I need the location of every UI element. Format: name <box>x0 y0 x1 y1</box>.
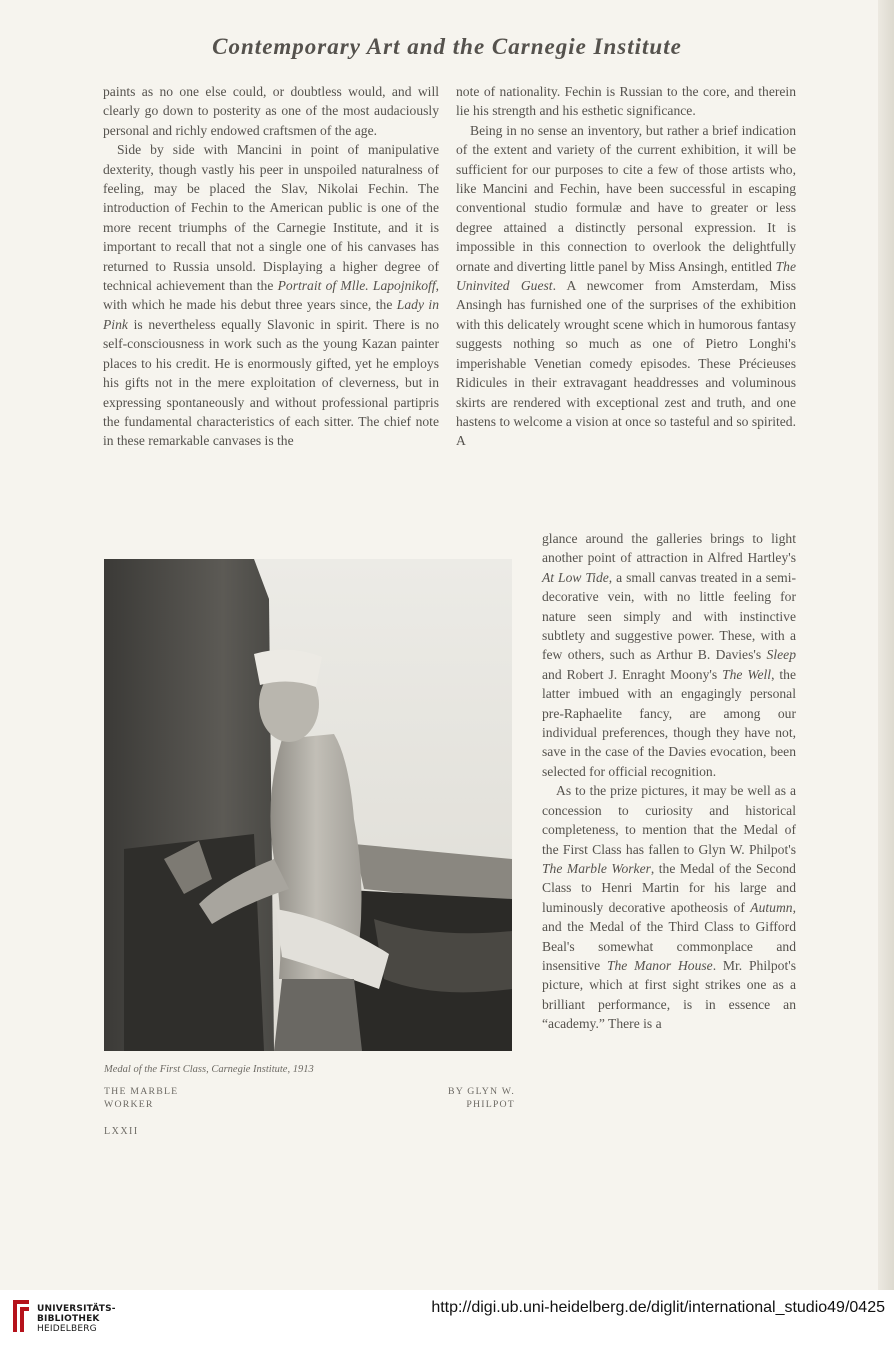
artwork-title: Portrait of Mlle. Lapojnikoff <box>277 278 436 294</box>
artwork-title: The Uninvited Guest <box>456 258 796 294</box>
plate-artist <box>420 1085 515 1111</box>
right-paragraph-2-continued <box>542 529 796 781</box>
library-logo-icon <box>9 1296 33 1336</box>
plate-caption-award: Medal of the First Class, Carnegie Institute, 1913 <box>104 1064 314 1075</box>
page-number: LXXII <box>104 1126 139 1137</box>
right-paragraph-2 <box>456 121 796 451</box>
logo-line: BIBLIOTHEK <box>37 1314 100 1324</box>
text-run: As to the prize pictures, it may be well as a concession to curiosity and historical completeness, to mention that the Medal of the First Class has fallen to Glyn W. Philpot's <box>542 783 796 857</box>
text-run: and Robert J. Enraght Moony's <box>542 666 723 682</box>
text-run: , a small canvas treated in a semi-decorative vein, with no little feeling for nature seen simply and with instinctive subtlety and suggestive power. These, with a few others, such as Arthur B. Davies's <box>542 569 796 663</box>
right-column-bottom <box>542 529 796 1034</box>
library-logo[interactable] <box>9 1296 129 1344</box>
plate-artist-line: BY GLYN W. <box>448 1086 515 1097</box>
artwork-title: Sleep <box>766 647 796 663</box>
library-logo-text <box>37 1304 116 1334</box>
paper-cap <box>254 650 322 687</box>
painting-illustration <box>104 559 512 1051</box>
text-run: . Mr. Philpot's picture, which at first sight strikes one as a brilliant performance, is in essence an “academy.” There is a <box>542 957 796 1032</box>
artwork-title: Autumn <box>750 899 793 915</box>
left-paragraph-1: paints as no one else could, or doubtless would, and will clearly go down to posterity as one of the most audaciously personal and richly endowed craftsmen of the age. <box>103 84 439 138</box>
artwork-title: The Well <box>722 666 772 682</box>
logo-mark-inner <box>20 1307 29 1332</box>
text-run: Side by side with Mancini in point of manipulative dexterity, though vastly his peer in unspoiled naturalness of feeling, may be placed the Slav, Nikolai Fechin. The introduction of Fechin to the American public is one of the more recent triumphs of the Carnegie Institute, and it is important to recall that not a single one of his canvases has returned to Russia unsold. Displaying a higher degree of technical achievement than the <box>103 142 439 294</box>
artwork-title: At Low Tide <box>542 569 609 585</box>
logo-line: HEIDELBERG <box>37 1324 97 1334</box>
painting-plate-marble-worker <box>104 559 512 1051</box>
running-head: Contemporary Art and the Carnegie Institute <box>212 34 682 59</box>
logo-line: UNIVERSITÄTS- <box>37 1304 116 1314</box>
right-paragraph-3 <box>542 781 796 1033</box>
plate-title-line: WORKER <box>104 1099 154 1110</box>
right-paragraph-1: note of nationality. Fechin is Russian to the core, and therein lie his strength and his esthetic significance. <box>456 84 796 119</box>
artwork-title: The Manor House <box>606 957 713 973</box>
text-run: , the Medal of the Second Class to Henri Martin for his large and luminously decorative apotheosis of <box>542 860 796 915</box>
plate-artist-line: PHILPOT <box>466 1099 515 1110</box>
text-run: , the latter imbued with an engagingly personal pre-Raphaelite fancy, are among our individual preferences, though they have not, save in the case of the Davies evocation, been selected for official recognition. <box>542 666 797 779</box>
figure-legs <box>274 979 362 1051</box>
right-column-top <box>456 82 796 451</box>
text-run: Being in no sense an inventory, but rather a brief indication of the extent and variety of the current exhibition, it will be sufficient for our purposes to cite a few of those artists who, like Mancini and Fechin, have been successful in escaping conventional studio formulæ and have to greater or less degree attained a distinctly personal expression. It is impossible in this connection to overlook the delightfully ornate and diverting little panel by Miss Ansingh, entitled <box>456 122 796 274</box>
text-run: , with which he made his debut three years since, the <box>103 278 439 313</box>
text-run: , and the Medal of the Third Class to Gifford Beal's somewhat commonplace and insensitive <box>542 899 796 973</box>
text-run: . A newcomer from Amsterdam, Miss Ansingh has furnished one of the surprises of the exhibition with this delicately wrought scene which in humorous fantasy suggests nothing so much as one of Pietro Longhi's imperishable Venetian comedy episodes. These Précieuses Ridicules in their extravagant headdresses and voluminous skirts are rendered with exceptional zest and truth, and one hastens to welcome a vision at once so tasteful and so spirited. A <box>456 278 796 449</box>
left-column <box>103 82 439 451</box>
plate-title-line: THE MARBLE <box>104 1086 179 1097</box>
scan-edge-shadow <box>878 0 894 1290</box>
text-run: glance around the galleries brings to light another point of attraction in Alfred Hartley's <box>542 531 796 566</box>
source-url-link[interactable]: http://digi.ub.uni-heidelberg.de/diglit/international_studio49/0425 <box>431 1299 885 1316</box>
artwork-title: The Marble Worker <box>542 860 651 876</box>
text-run: is nevertheless equally Slavonic in spirit. There is no self-consciousness in work such as the young Kazan painter places to his credit. He is enormously gifted, yet he employs his gifts not in the mere exploitation of cleverness, but in expressing spontaneously and without professional partipris the fundamental characteristics of each sitter. The chief note in these remarkable canvases is the <box>103 316 439 449</box>
plate-title <box>104 1085 254 1111</box>
artwork-title: Lady in Pink <box>103 297 439 332</box>
left-paragraph-2 <box>103 140 439 451</box>
